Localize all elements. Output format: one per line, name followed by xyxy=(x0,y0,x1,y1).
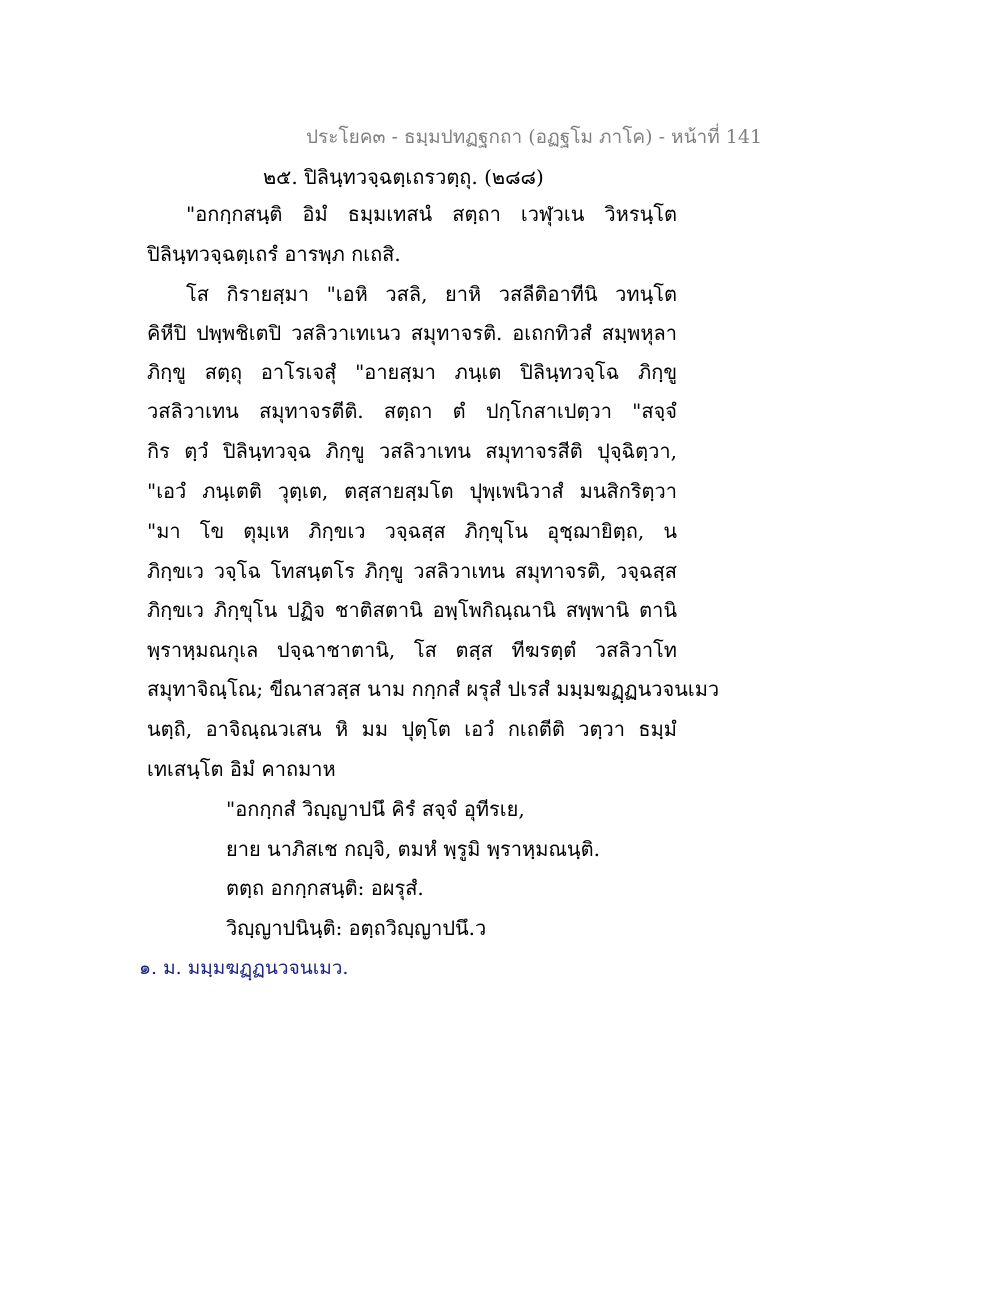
body-line: ภิกฺขเว วจฺโฉ โทสนฺตโร ภิกฺขู วสลิวาเทน สมุทาจรติ, วจฺฉสฺส xyxy=(147,559,677,583)
body-line: "อกกฺกสนฺติ อิมํ ธมฺมเทสนํ สตฺถา เวฬุวเน วิหรนฺโต xyxy=(186,202,677,226)
verse-line: วิญฺญาปนินฺติ: อตฺถวิญฺญาปนึ.ว xyxy=(226,916,487,940)
body-line: คิหีปิ ปพฺพชิเตปิ วสลิวาเทเนว สมุทาจรติ. อเถกทิวสํ สมฺพหุลา xyxy=(147,321,677,345)
body-line: สมุทาจิณฺโณ; ขีณาสวสฺส นาม กกฺกสํ ผรุสํ ปเรสํ มมฺมฆฏฺฏนวจนเมว xyxy=(147,677,720,701)
body-line: "เอวํ ภนฺเตติ วุตฺเต, ตสฺสายสฺมโต ปุพฺเพนิวาสํ มนสิกริตฺวา xyxy=(147,479,677,503)
body-line: โส กิรายสฺมา "เอหิ วสลิ, ยาหิ วสลีติอาทีนิ วทนฺโต xyxy=(186,282,677,306)
body-line: กิร ตฺวํ ปิลินฺทวจฺฉ ภิกฺขู วสลิวาเทน สมุทาจรสีติ ปุจฺฉิตฺวา, xyxy=(147,439,677,463)
verse-line: ตตฺถ อกกฺกสนฺติ: อผรุสํ. xyxy=(226,876,424,900)
footnote: ๑. ม. มมฺมฆฏฺฏนวจนเมว. xyxy=(139,957,349,979)
body-line: ภิกฺขู สตฺถุ อาโรเจสุํ "อายสฺมา ภนฺเต ปิลินฺทวจฺโฉ ภิกฺขู xyxy=(147,360,677,384)
body-line: เทเสนฺโต อิมํ คาถมาห xyxy=(147,757,336,781)
verse-line: ยาย นาภิสเช กญฺจิ, ตมหํ พฺรูมิ พฺราหฺมณนฺติ. xyxy=(226,837,600,861)
story-title: ๒๕. ปิลินฺทวจฺฉตฺเถรวตฺถุ. (๒๘๘) xyxy=(263,165,544,189)
body-line: ภิกฺขเว ภิกฺขุโน ปฏิจ ชาติสตานิ อพฺโพกิณฺณานิ สพฺพานิ ตานิ xyxy=(147,598,677,622)
body-line: ปิลินฺทวจฺฉตฺเถรํ อารพฺภ กเถสิ. xyxy=(147,242,401,266)
body-line: วสลิวาเทน สมุทาจรตีติ. สตฺถา ตํ ปกฺโกสาเปตฺวา "สจฺจํ xyxy=(147,399,677,423)
body-line: พฺราหฺมณกุเล ปจฺฉาชาตานิ, โส ตสฺส ทีฆรตฺตํ วสลิวาโท xyxy=(147,638,677,662)
body-line: "มา โข ตุมฺเห ภิกฺขเว วจฺฉสฺส ภิกฺขุโน อุชฺฌายิตฺถ, น xyxy=(147,519,677,543)
verse-line: "อกกฺกสํ วิญฺญาปนึ คิรํ สจฺจํ อุทีรเย, xyxy=(226,797,525,821)
body-line: นตฺถิ, อาจิณฺณวเสน หิ มม ปุตฺโต เอวํ กเถตีติ วตฺวา ธมฺมํ xyxy=(147,717,677,741)
running-header: ประโยค๓ - ธมฺมปทฏฐกถา (อฏฐโม ภาโค) - หน้าที่ 141 xyxy=(306,126,763,148)
